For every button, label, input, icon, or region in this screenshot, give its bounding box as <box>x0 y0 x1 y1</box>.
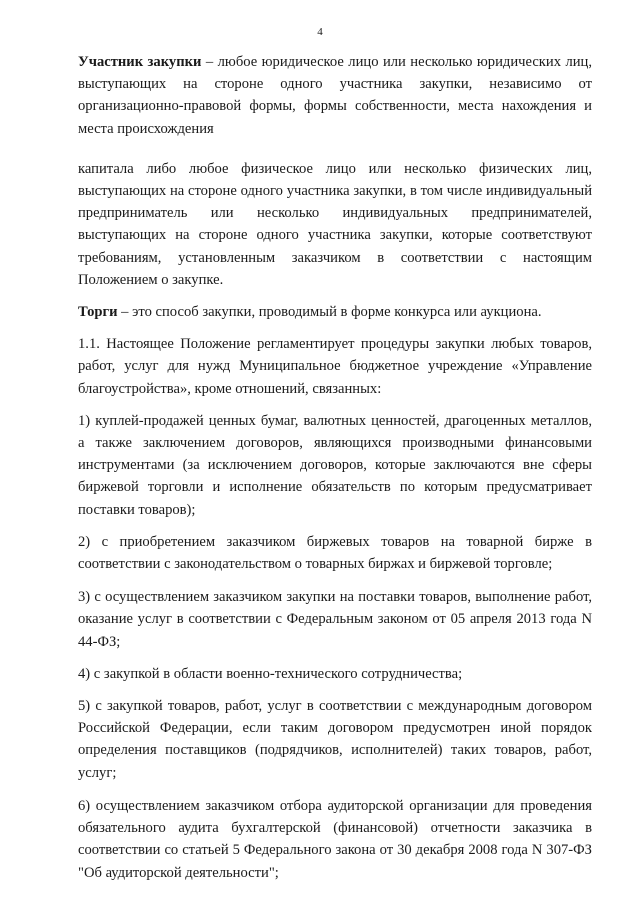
list-item-1 <box>78 410 592 521</box>
paragraph-text: капитала либо любое физическое лицо или несколько физических лиц, выступающих на стороне одного участника закупки, в том числе индивидуальный предприниматель или несколько индивидуальных предпринимателей, выступающих на стороне одного участника закупки, которые соответствуют требованиям, установленным заказчиком в соответствии с настоящим Положением о закупке. <box>78 160 592 288</box>
paragraph-definition-participant <box>78 51 592 140</box>
paragraph-text: 2) с приобретением заказчиком биржевых товаров на товарной бирже в соответствии с законодательством о товарных биржах и биржевой торговле; <box>78 533 592 573</box>
paragraph-text: 1) куплей-продажей ценных бумаг, валютных ценностей, драгоценных металлов, а также заключением договоров, являющихся производными финансовыми инструментами (за исключением договоров, которые заключаются вне сферы биржевой торговли и исполнение обязательств по которым предусматривает поставки товаров); <box>78 412 592 518</box>
list-item-4 <box>78 663 592 685</box>
paragraph-text: 4) с закупкой в области военно-технического сотрудничества; <box>78 665 463 682</box>
list-item-5 <box>78 695 592 784</box>
paragraph-text: – любое юридическое лицо или несколько юридических лиц, выступающих на стороне одного участника закупки, независимо от организационно-правовой формы, формы собственности, места нахождения и места происхождения <box>78 54 592 137</box>
paragraph-participant-continued <box>78 158 592 291</box>
paragraph-definition-tenders <box>78 301 592 323</box>
paragraph-text: 1.1. Настоящее Положение регламентирует процедуры закупки любых товаров, работ, услуг для нужд Муниципальное бюджетное учреждение «Управление благоустройства», кроме отношений, связанных: <box>78 336 592 397</box>
list-item-6 <box>78 795 592 884</box>
paragraph-text: 6) осуществлением заказчиком отбора аудиторской организации для проведения обязательного аудита бухгалтерской (финансовой) отчетности заказчика в соответствии со статьей 5 Федерального закона от 30 декабря 2008 года N 307-ФЗ "Об аудиторской деятельности"; <box>78 797 592 881</box>
list-item-3 <box>78 586 592 653</box>
defined-term: Торги <box>78 304 118 321</box>
document-body <box>78 51 592 884</box>
paragraph-1-1 <box>78 333 592 400</box>
paragraph-text: – это способ закупки, проводимый в форме конкурса или аукциона. <box>117 304 542 321</box>
list-item-2 <box>78 531 592 575</box>
paragraph-text: 5) с закупкой товаров, работ, услуг в соответствии с международным договором Российской Федерации, если таким договором предусмотрен иной порядок определения поставщиков (подрядчиков, исполнителей) таких товаров, работ, услуг; <box>78 698 592 781</box>
paragraph-text: 3) с осуществлением заказчиком закупки на поставки товаров, выполнение работ, оказание услуг в соответствии с Федеральным законом от 05 апреля 2013 года N 44-ФЗ; <box>78 589 592 650</box>
defined-term: Участник закупки <box>78 54 202 70</box>
page-number: 4 <box>317 26 323 38</box>
